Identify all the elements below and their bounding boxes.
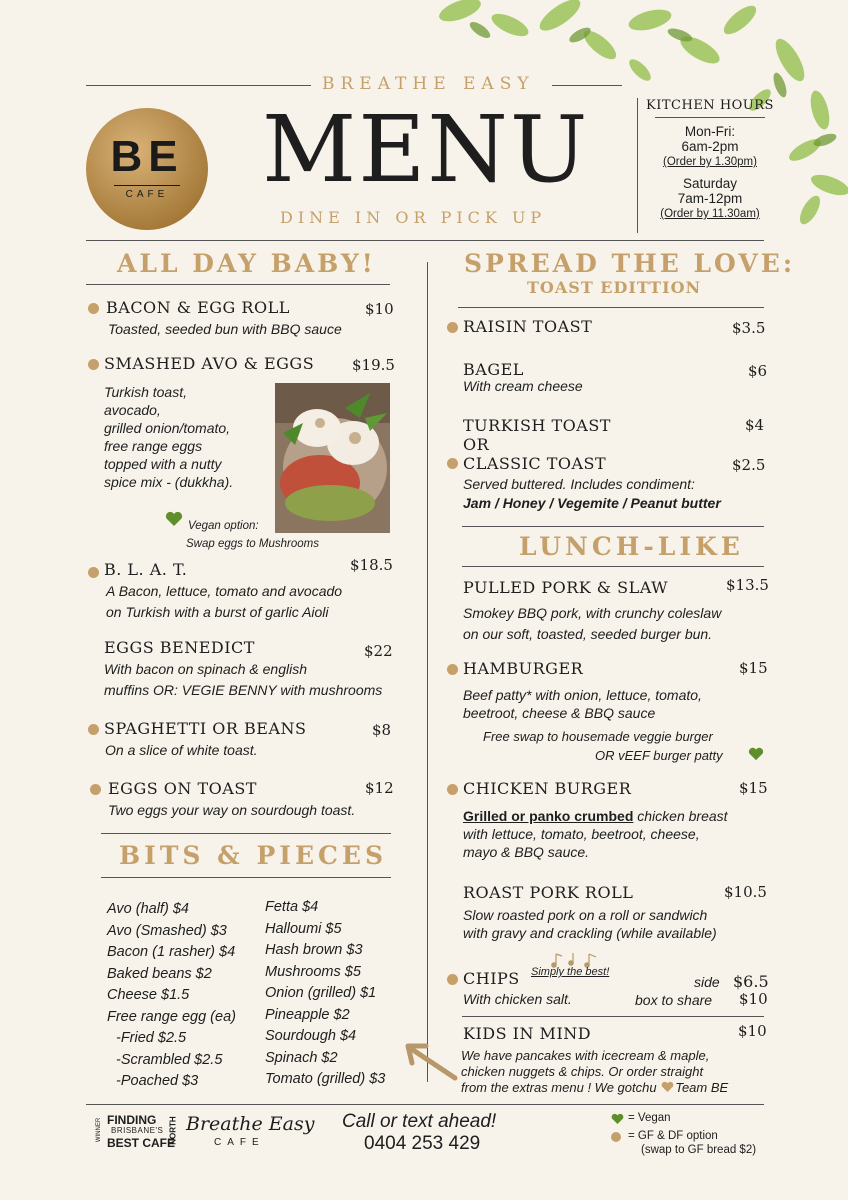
brand-name: BREATHE EASY [322, 74, 535, 94]
gf-dot [90, 784, 101, 795]
desc-line: topped with a nutty [104, 456, 222, 472]
extra-item: Mushrooms $5 [265, 963, 361, 980]
burger-note: OR vEEF burger patty [595, 748, 723, 763]
team-sign: Team BE [675, 1080, 729, 1095]
desc-line: grilled onion/tomato, [104, 420, 231, 436]
page-subtitle: DINE IN OR PICK UP [280, 208, 547, 227]
item-name: B. L. A. T. [104, 560, 188, 579]
extra-item: -Poached $3 [116, 1073, 199, 1089]
footer-rule [86, 1104, 764, 1105]
heart-icon [611, 1113, 624, 1125]
kitchen-hours [642, 98, 778, 222]
item-desc: With cream cheese [463, 378, 583, 394]
logo-badge [86, 108, 208, 230]
extra-item: Avo (Smashed) $3 [107, 922, 227, 939]
item-desc [104, 383, 233, 491]
box-price: $10 [739, 990, 768, 1008]
box-label: box to share [635, 992, 713, 1008]
weekday-order: (Order by 1.30pm) [663, 156, 757, 168]
award-line: BEST CAFE [107, 1136, 176, 1150]
side-price: $6.5 [733, 972, 769, 991]
item-desc: Served buttered. Includes condiment: [463, 476, 695, 492]
item-price: $10 [738, 1022, 767, 1040]
item-desc [104, 660, 382, 699]
desc-line: free range eggs [104, 438, 203, 454]
item-price: $15 [739, 659, 768, 677]
smashed-avo-photo [275, 383, 390, 533]
header-bottom-rule [86, 240, 764, 241]
side-label: side [694, 974, 720, 990]
legend-vegan: = Vegan [628, 1112, 671, 1124]
section-title-bits: BITS & PIECES [119, 841, 388, 870]
desc-line: mayo & BBQ sauce. [463, 844, 590, 860]
award-line: BRISBANE'S [111, 1126, 164, 1135]
all-day-rule [86, 284, 390, 285]
extra-item: Bacon (1 rasher) $4 [107, 944, 236, 960]
item-desc: With chicken salt. [463, 991, 572, 1007]
saturday-label: Saturday [682, 176, 738, 191]
desc-bold: Grilled or panko crumbed [463, 808, 634, 824]
desc-line: with gravy and crackling (while available) [463, 925, 717, 941]
heart-icon [661, 1081, 674, 1093]
item-name: CHIPS [463, 969, 520, 988]
award-winner: WINNER [96, 1117, 103, 1143]
saturday-order: (Order by 11.30am) [660, 208, 760, 220]
item-price: $13.5 [726, 576, 769, 594]
script-logo-sub: CAFE [214, 1137, 265, 1148]
gf-dot [611, 1132, 621, 1142]
item-name: SPAGHETTI OR BEANS [104, 719, 307, 738]
item-price: $10 [365, 300, 394, 318]
desc-line: on Turkish with a burst of garlic Aioli [106, 604, 329, 620]
item-desc: Toasted, seeded bun with BBQ sauce [108, 321, 342, 337]
item-price: $19.5 [352, 356, 395, 374]
item-name: EGGS BENEDICT [104, 638, 255, 657]
item-name: RAISIN TOAST [463, 317, 593, 336]
item-name: CHICKEN BURGER [463, 779, 632, 798]
extras-list-1 [107, 899, 236, 1093]
item-price: $22 [364, 642, 393, 660]
section-title-toast: SPREAD THE LOVE: [464, 249, 796, 278]
bits-rule-bottom [101, 877, 391, 878]
extra-item: Halloumi $5 [265, 920, 342, 937]
condiments: Jam / Honey / Vegemite / Peanut butter [463, 495, 721, 511]
item-price: $18.5 [350, 556, 393, 574]
item-name: TURKISH TOAST [463, 416, 611, 435]
item-name: PULLED PORK & SLAW [463, 578, 669, 597]
item-name: KIDS IN MIND [463, 1024, 592, 1043]
desc-line: muffins OR: VEGIE BENNY with mushrooms [104, 682, 383, 698]
extra-item: -Fried $2.5 [116, 1030, 187, 1046]
column-divider [427, 262, 428, 1082]
gf-dot [88, 359, 99, 370]
burger-note: Free swap to housemade veggie burger [483, 729, 713, 744]
section-subtitle-toast: TOAST EDITTION [527, 278, 702, 297]
gf-dot [447, 458, 458, 469]
item-price: $10.5 [724, 883, 767, 901]
item-desc [463, 807, 728, 861]
extra-item: Sourdough $4 [265, 1028, 357, 1044]
kids-desc [461, 1048, 728, 1096]
award-badge [97, 1113, 179, 1151]
extra-item: -Scrambled $2.5 [116, 1051, 223, 1068]
page-title: MENU [262, 96, 590, 203]
item-name: BAGEL [463, 360, 524, 379]
desc-line: on our soft, toasted, seeded burger bun. [463, 626, 713, 642]
script-logo: Breathe Easy [186, 1113, 315, 1135]
extra-item: Baked beans $2 [107, 965, 212, 982]
item-price: $3.5 [732, 319, 766, 337]
extra-item: Tomato (grilled) $3 [265, 1071, 386, 1087]
gf-dot [447, 664, 458, 675]
item-desc [463, 906, 717, 942]
extras-list-2 [265, 897, 385, 1091]
gf-dot [88, 567, 99, 578]
desc-line: with lettuce, tomato, beetroot, cheese, [463, 826, 700, 842]
logo-sub: CAFE [125, 189, 169, 200]
item-name: SMASHED AVO & EGGS [104, 354, 315, 373]
vegan-note: Vegan option: [188, 520, 259, 532]
gf-dot [88, 303, 99, 314]
gf-dot [447, 784, 458, 795]
arrow-icon [400, 1036, 460, 1084]
extra-item: Onion (grilled) $1 [265, 985, 377, 1001]
award-north: NORTH [168, 1116, 178, 1145]
item-name: CLASSIC TOAST [463, 454, 607, 473]
item-price: $8 [372, 721, 392, 739]
weekday-hours: 6am-2pm [681, 139, 739, 154]
desc-rest: chicken breast [633, 808, 728, 824]
item-name: HAMBURGER [463, 659, 584, 678]
item-desc [463, 686, 702, 722]
saturday-hours: 7am-12pm [677, 191, 743, 206]
header-rule-right [552, 85, 622, 86]
toast-rule [458, 307, 764, 308]
desc-line: Beef patty* with onion, lettuce, tomato, [463, 687, 702, 703]
desc-line: Turkish toast, [104, 384, 187, 400]
section-title-all-day: ALL DAY BABY! [117, 249, 376, 278]
item-desc: On a slice of white toast. [105, 742, 258, 758]
item-price: $12 [365, 779, 394, 797]
desc-line: avocado, [104, 402, 161, 418]
desc-line: With bacon on spinach & english [104, 661, 307, 677]
chips-handwritten: Simply the best! [531, 966, 610, 978]
lunch-rule-top [462, 526, 764, 527]
logo-main: BE [110, 132, 184, 181]
desc-line: chicken nuggets & chips. Or order straight [461, 1064, 704, 1079]
phone-number: 0404 253 429 [364, 1133, 481, 1154]
item-price: $15 [739, 779, 768, 797]
or-label: OR [463, 435, 490, 454]
gf-dot [447, 974, 458, 985]
gf-dot [88, 724, 99, 735]
item-name: BACON & EGG ROLL [106, 298, 290, 317]
header-rule-left [86, 85, 311, 86]
heart-icon [748, 747, 764, 761]
kitchen-hours-title: KITCHEN HOURS [646, 98, 774, 113]
heart-icon [165, 511, 183, 527]
extra-item: Spinach $2 [265, 1049, 338, 1066]
desc-line: We have pancakes with icecream & maple, [461, 1048, 710, 1063]
section-title-lunch: LUNCH-LIKE [519, 532, 744, 561]
bits-rule-top [101, 833, 391, 834]
extra-item: Avo (half) $4 [107, 901, 189, 917]
item-desc [106, 582, 342, 621]
item-desc [463, 604, 721, 643]
legend-gf: = GF & DF option [628, 1130, 718, 1142]
desc-line: from the extras menu ! We gotchu [461, 1080, 657, 1095]
item-desc: Two eggs your way on sourdough toast. [108, 802, 356, 818]
call-text: Call or text ahead! [342, 1111, 497, 1132]
hours-divider [637, 98, 638, 233]
item-name: ROAST PORK ROLL [463, 883, 634, 902]
item-name: EGGS ON TOAST [108, 779, 257, 798]
item-price: $4 [745, 416, 765, 434]
extra-item: Free range egg (ea) [107, 1008, 236, 1025]
desc-line: Slow roasted pork on a roll or sandwich [463, 907, 708, 923]
kids-rule [462, 1016, 764, 1017]
desc-line: beetroot, cheese & BBQ sauce [463, 705, 656, 721]
extra-item: Hash brown $3 [265, 942, 363, 958]
award-line: FINDING [107, 1113, 157, 1127]
item-price: $2.5 [732, 456, 766, 474]
lunch-rule-bottom [462, 566, 764, 567]
extra-item: Pineapple $2 [265, 1006, 350, 1023]
legend-gf-note: (swap to GF bread $2) [641, 1144, 757, 1156]
vegan-note: Swap eggs to Mushrooms [186, 538, 319, 550]
desc-line: A Bacon, lettuce, tomato and avocado [106, 583, 343, 599]
gf-dot [447, 322, 458, 333]
weekday-label: Mon-Fri: [684, 124, 736, 139]
desc-line: Smokey BBQ pork, with crunchy coleslaw [463, 605, 722, 621]
extra-item: Fetta $4 [265, 899, 319, 915]
desc-line: spice mix - (dukkha). [104, 474, 234, 490]
item-price: $6 [748, 362, 768, 380]
extra-item: Cheese $1.5 [107, 987, 190, 1003]
